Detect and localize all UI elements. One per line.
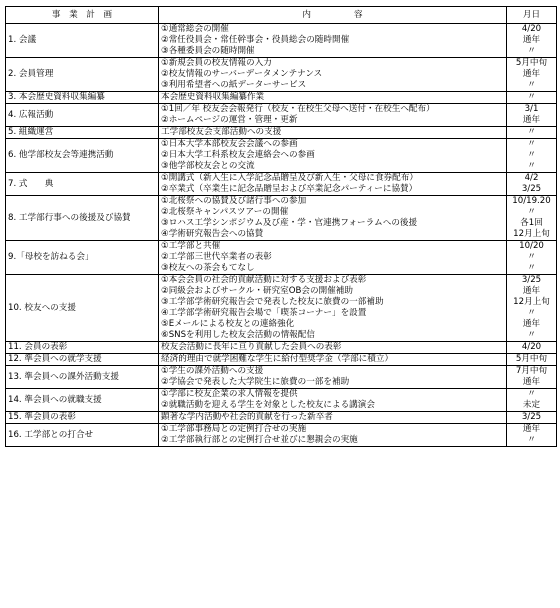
header-plan: 事 業 計 画: [6, 7, 159, 24]
content-line: ③工学部学術研究報告会で発表した校友に旅費の一部補助: [161, 297, 384, 307]
content-line: ⑥SNSを利用した校友会活動の情報配信: [161, 330, 315, 340]
date-line: 通年: [522, 69, 541, 79]
content-line: ①通常総会の開催: [161, 24, 229, 34]
content-line: 経済的理由で就学困難な学生に給付型奨学金（学部に積立）: [161, 354, 394, 364]
header-date: 月日: [507, 7, 557, 24]
date-line: 5月中旬: [515, 58, 548, 68]
table-row: [6, 366, 557, 389]
table-row: [6, 342, 557, 354]
plan-item-cell: 2. 会員管理: [6, 58, 159, 92]
content-line: ②卒業式（卒業生に記念品贈呈および卒業記念パーティーに協賛）: [161, 184, 418, 194]
plan-item-cell: 8. 工学部行事への後援及び協賛: [6, 196, 159, 241]
content-line: ⑤Eメールによる校友との連絡強化: [161, 319, 295, 329]
content-line: ①日本大学本部校友会会議への参画: [161, 139, 298, 149]
date-cell: [507, 127, 557, 139]
content-line: ③ロハス工学シンポジウム及び産・学・官連携フォーラムへの後援: [161, 218, 418, 228]
date-line: 各1回: [520, 218, 543, 228]
plan-item-cell: 6. 他学部校友会等連携活動: [6, 139, 159, 173]
table-row: [6, 196, 557, 241]
content-cell: [159, 173, 507, 196]
plan-item-cell: 14. 準会員への就職支援: [6, 389, 159, 412]
content-cell: [159, 139, 507, 173]
date-line: 通年: [522, 115, 541, 125]
content-cell: [159, 92, 507, 104]
content-cell: [159, 58, 507, 92]
content-line: ①学生の課外活動への支援: [161, 366, 264, 376]
date-line: 〃: [527, 139, 536, 149]
content-cell: [159, 412, 507, 424]
content-line: ②校友情報のサーバーデータメンテナンス: [161, 69, 323, 79]
plan-item-cell: 9.「母校を訪ねる会」: [6, 241, 159, 275]
date-line: 5月中旬: [515, 354, 548, 364]
content-line: ②常任役員会・常任幹事会・役員総会の随時開催: [161, 35, 350, 45]
table-row: [6, 24, 557, 58]
date-line: 10/19.20: [512, 196, 551, 206]
content-line: ②工学部三世代卒業者の表彰: [161, 252, 272, 262]
table-row: [6, 173, 557, 196]
table-row: [6, 354, 557, 366]
date-line: 4/20: [521, 24, 542, 34]
content-cell: [159, 275, 507, 342]
content-cell: [159, 196, 507, 241]
date-line: 3/25: [521, 184, 542, 194]
date-cell: [507, 342, 557, 354]
date-line: 〃: [527, 80, 536, 90]
plan-item-cell: 12. 準会員への就学支援: [6, 354, 159, 366]
content-line: ③校友への茶会もてなし: [161, 263, 255, 273]
content-line: ①1回／年 校友会会報発行（校友・在校生父母へ送付・在校生へ配布）: [161, 104, 435, 114]
date-line: 3/25: [521, 412, 542, 422]
date-line: 通年: [522, 35, 541, 45]
date-line: 〃: [527, 150, 536, 160]
content-line: ④学術研究報告会への協賛: [161, 229, 264, 239]
table-row: [6, 275, 557, 342]
content-cell: [159, 127, 507, 139]
content-line: ①工学部事務局との定例打合せの実施: [161, 424, 307, 434]
content-line: ③利用希望者への紙データーサービス: [161, 80, 307, 90]
date-cell: [507, 104, 557, 127]
content-line: ②就職活動を迎える学生を対象とした校友による講演会: [161, 400, 375, 410]
date-line: 12月上旬: [513, 229, 550, 239]
date-line: 通年: [522, 424, 541, 434]
plan-item-cell: 10. 校友への支援: [6, 275, 159, 342]
content-cell: [159, 342, 507, 354]
plan-item-cell: 3. 本会歴史資料収集編纂: [6, 92, 159, 104]
date-cell: [507, 24, 557, 58]
date-cell: [507, 173, 557, 196]
content-cell: [159, 389, 507, 412]
date-line: 〃: [527, 389, 536, 399]
date-line: 〃: [527, 435, 536, 445]
content-line: ①新規会員の校友情報の入力: [161, 58, 272, 68]
date-cell: [507, 92, 557, 104]
date-line: 〃: [527, 330, 536, 340]
date-cell: [507, 354, 557, 366]
table-row: [6, 104, 557, 127]
table-row: [6, 424, 557, 447]
content-line: ③他学部校友会との交流: [161, 161, 255, 171]
table-row: [6, 127, 557, 139]
content-cell: [159, 241, 507, 275]
content-cell: [159, 366, 507, 389]
date-cell: [507, 424, 557, 447]
content-line: 工学部校友会支部活動への支援: [161, 127, 282, 137]
date-line: 〃: [527, 92, 536, 102]
date-line: 4/2: [524, 173, 539, 183]
date-line: 4/20: [521, 342, 542, 352]
content-line: ②北桜祭キャンパスツアーの開催: [161, 207, 289, 217]
content-line: ④工学部学術研究報告会場で「喫茶コーナー」を設置: [161, 308, 367, 318]
date-line: 通年: [522, 319, 541, 329]
content-line: ②学協会で発表した大学院生に旅費の一部を補助: [161, 377, 350, 387]
content-line: ①本会会員の社会的貢献活動に対する支援および表彰: [161, 275, 367, 285]
date-line: 3/1: [524, 104, 539, 114]
plan-item-cell: 15. 準会員の表彰: [6, 412, 159, 424]
table-body: [6, 24, 557, 447]
date-line: 〃: [527, 252, 536, 262]
content-line: ①北桜祭への協賛及び諸行事への参加: [161, 196, 307, 206]
business-plan-table: [5, 6, 557, 447]
content-line: ①開講式（新入生に入学記念品贈呈及び新入生・父母に食券配布）: [161, 173, 418, 183]
date-cell: [507, 58, 557, 92]
content-line: 校友会活動に長年に亘り貢献した会員への表彰: [161, 342, 342, 352]
date-line: 通年: [522, 377, 541, 387]
date-line: 通年: [522, 286, 541, 296]
date-line: 7月中旬: [515, 366, 548, 376]
content-cell: [159, 24, 507, 58]
date-line: 〃: [527, 46, 536, 56]
content-cell: [159, 424, 507, 447]
date-cell: [507, 389, 557, 412]
date-line: 〃: [527, 263, 536, 273]
date-cell: [507, 196, 557, 241]
content-line: ②同級会およびサークル・研究室OB会の開催補助: [161, 286, 353, 296]
content-line: ①工学部と共催: [161, 241, 221, 251]
table-row: [6, 92, 557, 104]
plan-item-cell: 13. 準会員への課外活動支援: [6, 366, 159, 389]
date-line: 〃: [527, 207, 536, 217]
plan-item-cell: 5. 組織運営: [6, 127, 159, 139]
plan-item-cell: 1. 会議: [6, 24, 159, 58]
date-cell: [507, 275, 557, 342]
content-line: ②工学部執行部との定例打合せ並びに懇親会の実施: [161, 435, 358, 445]
table-row: [6, 139, 557, 173]
header-content: 内 容: [159, 7, 507, 24]
date-line: 10/20: [519, 241, 544, 251]
content-line: ③各種委員会の随時開催: [161, 46, 255, 56]
date-line: 〃: [527, 127, 536, 137]
content-line: ②日本大学工科系校友会連絡会への参画: [161, 150, 315, 160]
plan-item-cell: 11. 会員の表彰: [6, 342, 159, 354]
date-cell: [507, 139, 557, 173]
plan-item-cell: 7. 式 典: [6, 173, 159, 196]
content-line: 顕著な学内活動や社会的貢献を行った新卒者: [161, 412, 333, 422]
content-line: 本会歴史資料収集編纂作業: [161, 92, 265, 102]
table-row: [6, 412, 557, 424]
date-line: 12月上旬: [513, 297, 550, 307]
content-line: ②ホームページの運営・管理・更新: [161, 115, 298, 125]
date-cell: [507, 241, 557, 275]
plan-item-cell: 16. 工学部との打合せ: [6, 424, 159, 447]
table-row: [6, 58, 557, 92]
table-row: [6, 241, 557, 275]
date-line: 未定: [522, 400, 541, 410]
content-line: ①学部に校友企業の求人情報を提供: [161, 389, 298, 399]
date-line: 3/25: [521, 275, 542, 285]
content-cell: [159, 354, 507, 366]
date-cell: [507, 366, 557, 389]
date-line: 〃: [527, 161, 536, 171]
date-line: 〃: [527, 308, 536, 318]
table-row: [6, 389, 557, 412]
plan-item-cell: 4. 広報活動: [6, 104, 159, 127]
date-cell: [507, 412, 557, 424]
content-cell: [159, 104, 507, 127]
table-header-row: [6, 7, 557, 24]
